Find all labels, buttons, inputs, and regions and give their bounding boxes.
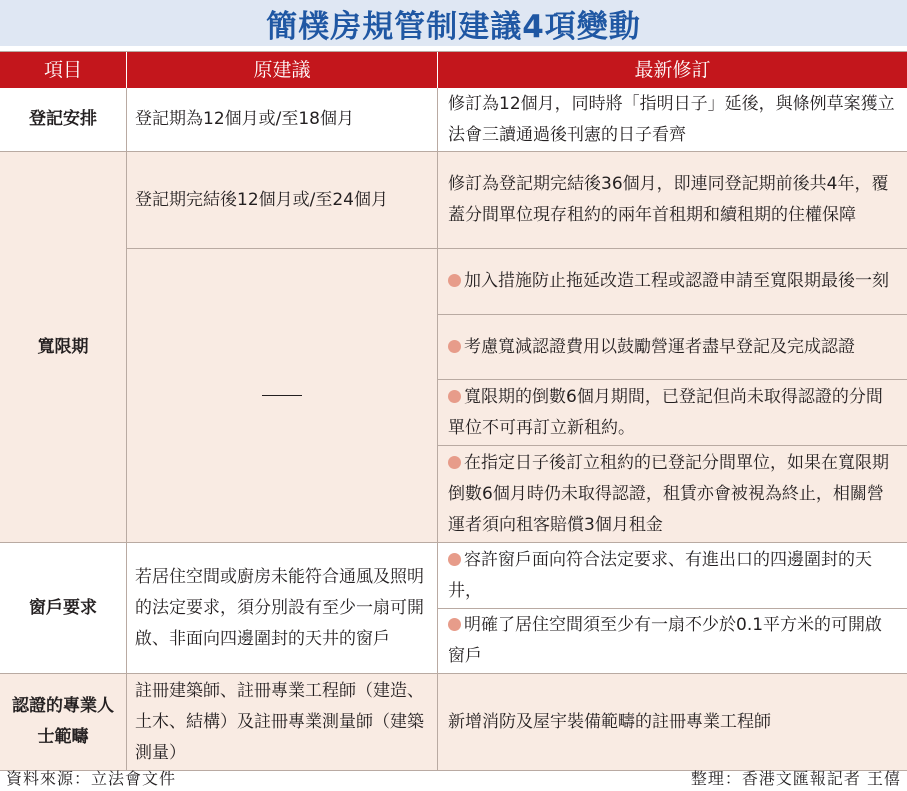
category-grace-period: 寬限期	[0, 152, 127, 543]
reporter-credit: 整理：香港文匯報記者 王僖	[690, 769, 901, 788]
dash-placeholder	[262, 395, 302, 396]
category-registration: 登記安排	[0, 88, 127, 152]
registration-revised-text: 修訂為12個月，同時將「指明日子」延後，與條例草案獲立法會三讀通過後刊憲的日子看齊	[448, 93, 895, 145]
grace-original: 登記期完結後12個月或/至24個月	[127, 152, 438, 249]
grace-point-4-text: 在指定日子後訂立租約的已登記分間單位，如果在寬限期倒數6個月時仍未取得認證，租賃亦會被視為終止，相關營運者須向租客賠償3個月租金	[448, 452, 889, 535]
registration-revised	[438, 88, 907, 152]
grace-revised-text: 修訂為登記期完結後36個月，即連同登記期前後共4年，覆蓋分間單位現存租約的兩年首租期和續租期的住權保障	[448, 174, 889, 225]
source-note: 資料來源：立法會文件	[6, 769, 177, 788]
grace-added-original	[127, 249, 438, 543]
bullet-icon	[448, 456, 461, 469]
registration-original: 登記期為12個月或/至18個月	[127, 88, 438, 152]
window-point-1-text: 容許窗戶面向符合法定要求、有進出口的四邊圍封的天井，	[448, 549, 872, 601]
window-point-1	[438, 543, 907, 609]
header-item: 項目	[0, 52, 127, 88]
window-original: 若居住空間或廚房未能符合通風及照明的法定要求，須分別設有至少一扇可開啟、非面向四邊圍封的天井的窗戶	[127, 543, 438, 674]
footer	[0, 764, 907, 791]
professional-revised-text: 新增消防及屋宇裝備範疇的註冊專業工程師	[448, 711, 771, 732]
grace-point-1-text: 加入措施防止拖延改造工程或認證申請至寬限期最後一刻	[464, 271, 889, 291]
bullet-icon	[448, 618, 461, 631]
grace-point-2-text: 考慮寬減認證費用以鼓勵營運者盡早登記及完成認證	[464, 336, 855, 357]
grace-point-1	[438, 249, 907, 315]
grace-point-2	[438, 315, 907, 380]
grace-point-4	[438, 446, 907, 543]
header-revised: 最新修訂	[438, 52, 907, 88]
grace-revised	[438, 152, 907, 249]
page-title: 簡樸房規管制建議4項變動	[266, 8, 641, 45]
grace-point-3-text: 寬限期的倒數6個月期間，已登記但尚未取得認證的分間單位不可再訂立新租約。	[448, 386, 883, 438]
bullet-icon	[448, 274, 461, 287]
bullet-icon	[448, 390, 461, 403]
window-point-2-text: 明確了居住空間須至少有一扇不少於0.1平方米的可開啟窗戶	[448, 615, 883, 666]
bullet-icon	[448, 553, 461, 566]
bullet-icon	[448, 340, 461, 353]
comparison-table	[0, 51, 907, 771]
professional-revised	[438, 674, 907, 771]
category-window: 窗戶要求	[0, 543, 127, 674]
header-original: 原建議	[127, 52, 438, 88]
professional-original: 註冊建築師、註冊專業工程師（建造、土木、結構）及註冊專業測量師（建築測量）	[127, 674, 438, 771]
window-point-2	[438, 609, 907, 674]
title-bar	[0, 0, 907, 46]
grace-point-3	[438, 380, 907, 446]
category-professional: 認證的專業人士範疇	[0, 674, 127, 771]
